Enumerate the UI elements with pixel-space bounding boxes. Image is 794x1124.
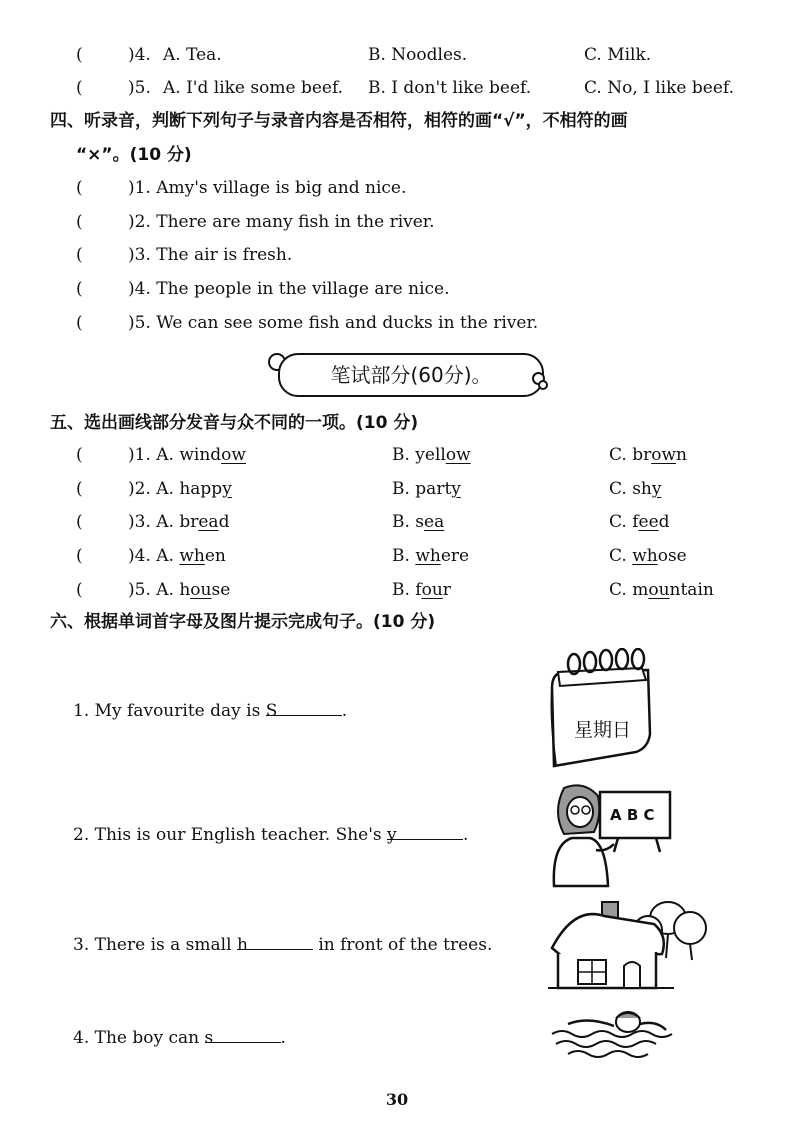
option-a: A. I'd like some beef. — [163, 78, 344, 98]
sentence-text: in front of the trees. — [312, 935, 493, 955]
section4-item — [0, 274, 794, 304]
section4-item — [0, 240, 794, 270]
sentence-text: . — [341, 701, 348, 721]
word-part: n — [676, 445, 687, 465]
item-number: )3. A. — [128, 512, 174, 532]
sentence-text: 2. This is our English teacher. She's — [73, 825, 388, 845]
section4-title-line1: 四、听录音，判断下列句子与录音内容是否相符，相符的画“√”，不相符的画 — [50, 111, 628, 131]
item-number: )5. A. — [128, 580, 174, 600]
answer-paren[interactable]: ( — [76, 212, 83, 232]
word-part: B. — [392, 546, 416, 566]
underlined-letters: y — [451, 479, 461, 499]
answer-blank[interactable] — [236, 930, 313, 955]
section4-title-line2: “×”。(10 分) — [76, 145, 192, 165]
underlined-letters: y — [651, 479, 662, 499]
option-c: C. No, I like beef. — [584, 78, 734, 98]
word-part: h — [179, 580, 191, 600]
initial-letter: s — [204, 1028, 214, 1048]
section4-item — [0, 207, 794, 237]
statement-text: )4. The people in the village are nice. — [128, 279, 450, 299]
word-part: B. f — [392, 580, 422, 600]
answer-paren[interactable]: ( — [76, 78, 83, 98]
page-number: 30 — [385, 1090, 409, 1109]
answer-paren[interactable]: ( — [76, 479, 83, 499]
statement-text: )1. Amy's village is big and nice. — [128, 178, 407, 198]
word-part: r — [442, 580, 451, 600]
answer-paren[interactable]: ( — [76, 45, 83, 65]
word-part: C. br — [609, 445, 652, 465]
option-b: B. Noodles. — [368, 45, 468, 65]
option-c: C. Milk. — [584, 45, 652, 65]
underlined-letters: ow — [445, 445, 471, 465]
underlined-letters: ea — [198, 512, 219, 532]
word-part: d — [658, 512, 670, 532]
option-b: B. I don't like beef. — [368, 78, 532, 98]
statement-text: )5. We can see some fish and ducks in the river. — [128, 313, 539, 333]
sentence-text: . — [280, 1028, 286, 1048]
underlined-letters: ow — [221, 445, 246, 465]
word-part: ntain — [669, 580, 714, 600]
underlined-letters: wh — [179, 546, 205, 566]
item-number: )2. A. — [128, 479, 174, 499]
word-part: C. f — [609, 512, 639, 532]
sentence-text: 4. The boy can — [73, 1028, 205, 1048]
word-part: se — [211, 580, 231, 600]
initial-letter: y — [387, 825, 397, 845]
sentence-text: 3. There is a small — [73, 935, 237, 955]
answer-paren[interactable]: ( — [76, 445, 83, 465]
section5-item — [0, 440, 794, 470]
word-part: B. s — [392, 512, 425, 532]
answer-paren[interactable]: ( — [76, 178, 83, 198]
underlined-letters: wh — [415, 546, 441, 566]
section5-item — [0, 575, 794, 605]
underlined-letters: ea — [424, 512, 445, 532]
word-part: happ — [179, 479, 223, 499]
calendar-label: 星期日 — [574, 719, 632, 741]
calendar-icon — [544, 648, 656, 774]
statement-text: )2. There are many fish in the river. — [128, 212, 435, 232]
house-icon — [544, 896, 714, 996]
underlined-letters: ou — [421, 580, 443, 600]
answer-blank[interactable] — [387, 820, 463, 845]
item-number: )4. A. — [128, 546, 174, 566]
word-part: d — [218, 512, 230, 532]
option-a: A. Tea. — [163, 45, 222, 65]
sentence-text: . — [463, 825, 469, 845]
section6-item-2 — [0, 820, 794, 850]
word-part: br — [179, 512, 199, 532]
word-part: B. part — [392, 479, 452, 499]
listening-item-4 — [0, 40, 794, 70]
answer-paren[interactable]: ( — [76, 279, 83, 299]
word-part: en — [204, 546, 226, 566]
answer-paren[interactable]: ( — [76, 546, 83, 566]
teacher-icon — [544, 782, 674, 888]
underlined-letters: ou — [648, 580, 670, 600]
answer-paren[interactable]: ( — [76, 512, 83, 532]
answer-blank[interactable] — [204, 1023, 281, 1048]
underlined-letters: ou — [190, 580, 212, 600]
underlined-letters: ow — [651, 445, 677, 465]
section4-item — [0, 173, 794, 203]
statement-text: )3. The air is fresh. — [128, 245, 293, 265]
section5-title: 五、选出画线部分发音与众不同的一项。(10 分) — [50, 413, 419, 433]
section6-title: 六、根据单词首字母及图片提示完成句子。(10 分) — [50, 612, 436, 632]
initial-letter: S — [265, 701, 278, 721]
sentence-text: 1. My favourite day is — [73, 701, 266, 721]
board-letters: A B C — [610, 806, 655, 824]
item-number: )1. A. — [128, 445, 174, 465]
listening-item-5 — [0, 73, 794, 103]
word-part: ere — [440, 546, 470, 566]
answer-paren[interactable]: ( — [76, 245, 83, 265]
written-part-banner: 笔试部分(60分)。 — [278, 353, 544, 397]
section5-item — [0, 474, 794, 504]
item-number: )5. — [128, 78, 151, 98]
underlined-letters: wh — [632, 546, 658, 566]
answer-paren[interactable]: ( — [76, 313, 83, 333]
section4-item — [0, 308, 794, 338]
swimmer-icon — [548, 1000, 678, 1060]
word-part: C. — [609, 546, 633, 566]
word-part: wind — [179, 445, 222, 465]
banner-bubble-decoration — [538, 380, 548, 390]
answer-blank[interactable] — [265, 696, 342, 721]
word-part: C. m — [609, 580, 649, 600]
initial-letter: h — [236, 935, 248, 955]
section5-item — [0, 541, 794, 571]
section6-item-1 — [0, 696, 794, 726]
section5-item — [0, 507, 794, 537]
word-part: C. sh — [609, 479, 652, 499]
word-part: B. yell — [392, 445, 446, 465]
underlined-letters: y — [222, 479, 232, 499]
answer-paren[interactable]: ( — [76, 580, 83, 600]
word-part: ose — [657, 546, 687, 566]
underlined-letters: ee — [638, 512, 659, 532]
item-number: )4. — [128, 45, 151, 65]
